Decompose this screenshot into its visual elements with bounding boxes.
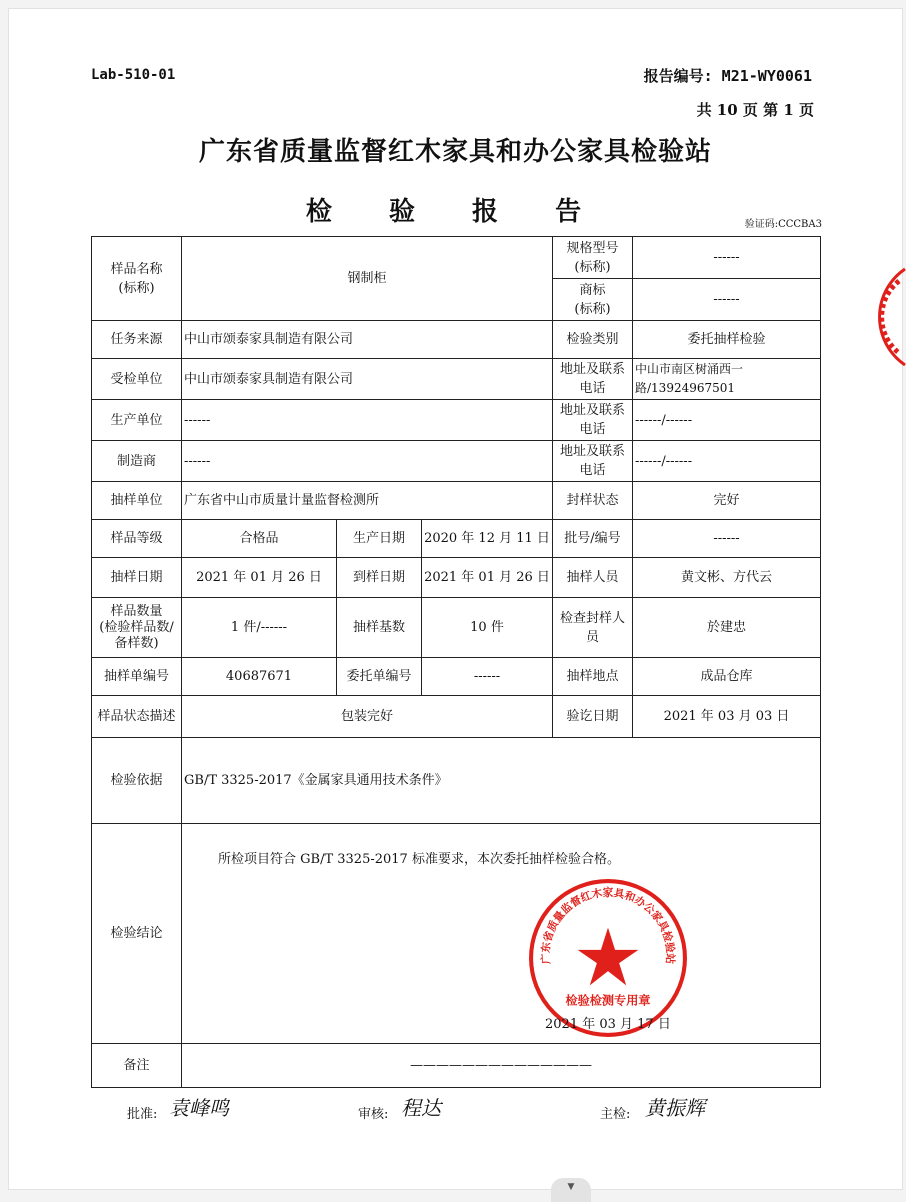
report-page: [8, 8, 903, 1190]
label-task-source: 任务来源: [92, 321, 182, 359]
value-sampling-unit: 广东省中山市质量计量监督检测所: [182, 482, 553, 520]
label-sample-state: 样品状态描述: [92, 696, 182, 738]
label-samplers: 抽样人员: [553, 558, 633, 598]
value-batch-no: ------: [633, 520, 821, 558]
label-address-phone-2: 地址及联系电话: [553, 400, 633, 441]
value-inspection-type: 委托抽样检验: [633, 321, 821, 359]
label-inspected-unit: 受检单位: [92, 359, 182, 400]
value-remarks: ——————————————: [182, 1044, 821, 1088]
value-sampling-base: 10 件: [422, 598, 553, 658]
label-inspection-basis: 检验依据: [92, 738, 182, 824]
label-production-date: 生产日期: [337, 520, 422, 558]
value-sample-grade: 合格品: [182, 520, 337, 558]
side-seal-fragment: [877, 267, 906, 367]
document-title: 检 验 报 告: [305, 197, 606, 227]
value-conclusion: 所检项目符合 GB/T 3325-2017 标准要求，本次委托抽样检验合格。: [182, 824, 821, 1044]
review-signature: 程达: [401, 1096, 441, 1120]
seal-caption: 检验检测专用章: [565, 993, 651, 1008]
seal-ring-text: 广东省质量监督红木家具和办公家具检验站: [539, 886, 677, 965]
value-inspected-unit: 中山市颂泰家具制造有限公司: [182, 359, 553, 400]
label-trademark: 商标 (标称): [553, 279, 633, 321]
value-arrival-date: 2021 年 01 月 26 日: [422, 558, 553, 598]
main-inspector-signature: 黄振辉: [645, 1096, 705, 1120]
value-sampling-place: 成品仓库: [633, 658, 821, 696]
value-inspection-basis: GB/T 3325-2017《金属家具通用技术条件》: [182, 738, 821, 824]
value-address-phone-2: ------/------: [633, 400, 821, 441]
value-production-date: 2020 年 12 月 11 日: [422, 520, 553, 558]
label-remarks: 备注: [92, 1044, 182, 1088]
label-sample-quantity: 样品数量 (检验样品数/备样数): [92, 598, 182, 658]
label-commission-no: 委托单编号: [337, 658, 422, 696]
verify-code: 验证码:CCCBA3: [744, 219, 822, 230]
report-number: 报告编号: M21-WY0061: [643, 67, 812, 85]
page-count: 共 10 页 第 1 页: [696, 101, 814, 119]
label-seal-status: 封样状态: [553, 482, 633, 520]
value-sample-state: 包装完好: [182, 696, 553, 738]
value-seal-inspector: 於建忠: [633, 598, 821, 658]
label-completion-date: 验讫日期: [553, 696, 633, 738]
scroll-down-button[interactable]: [551, 1178, 591, 1202]
value-address-phone: 中山市南区树涌西一路/13924967501: [633, 359, 821, 400]
label-sampling-base: 抽样基数: [337, 598, 422, 658]
value-manufacturer: ------: [182, 441, 553, 482]
label-sampling-unit: 抽样单位: [92, 482, 182, 520]
label-address-phone-3: 地址及联系电话: [553, 441, 633, 482]
label-sample-name: 样品名称 (标称): [92, 237, 182, 321]
label-inspection-type: 检验类别: [553, 321, 633, 359]
report-table: [91, 236, 821, 1088]
value-seal-status: 完好: [633, 482, 821, 520]
label-sampling-sheet-no: 抽样单编号: [92, 658, 182, 696]
organization-title: 广东省质量监督红木家具和办公家具检验站: [198, 137, 712, 167]
chevron-down-icon: ▼: [567, 1182, 575, 1192]
value-commission-no: ------: [422, 658, 553, 696]
value-sample-quantity: 1 件/------: [182, 598, 337, 658]
approve-label: 批准:: [127, 1107, 158, 1122]
label-batch-no: 批号/编号: [553, 520, 633, 558]
main-inspector-label: 主检:: [600, 1107, 631, 1122]
label-address-phone: 地址及联系电话: [553, 359, 633, 400]
label-conclusion: 检验结论: [92, 824, 182, 1044]
value-sampling-date: 2021 年 01 月 26 日: [182, 558, 337, 598]
value-sampling-sheet-no: 40687671: [182, 658, 337, 696]
label-sampling-date: 抽样日期: [92, 558, 182, 598]
value-samplers: 黄文彬、方代云: [633, 558, 821, 598]
value-completion-date: 2021 年 03 月 03 日: [633, 696, 821, 738]
label-manufacturer: 制造商: [92, 441, 182, 482]
value-address-phone-3: ------/------: [633, 441, 821, 482]
conclusion-date: 2021 年 03 月 17 日: [545, 1017, 671, 1032]
value-trademark: ------: [633, 279, 821, 321]
label-model: 规格型号 (标称): [553, 237, 633, 279]
review-label: 审核:: [358, 1107, 389, 1122]
value-production-unit: ------: [182, 400, 553, 441]
value-sample-name: 钢制柜: [182, 237, 553, 321]
form-code: Lab-510-01: [91, 67, 176, 83]
label-seal-inspector: 检查封样人员: [553, 598, 633, 658]
value-task-source: 中山市颂泰家具制造有限公司: [182, 321, 553, 359]
label-arrival-date: 到样日期: [337, 558, 422, 598]
label-sample-grade: 样品等级: [92, 520, 182, 558]
label-production-unit: 生产单位: [92, 400, 182, 441]
label-sampling-place: 抽样地点: [553, 658, 633, 696]
value-model: ------: [633, 237, 821, 279]
approve-signature: 袁峰鸣: [169, 1096, 229, 1120]
